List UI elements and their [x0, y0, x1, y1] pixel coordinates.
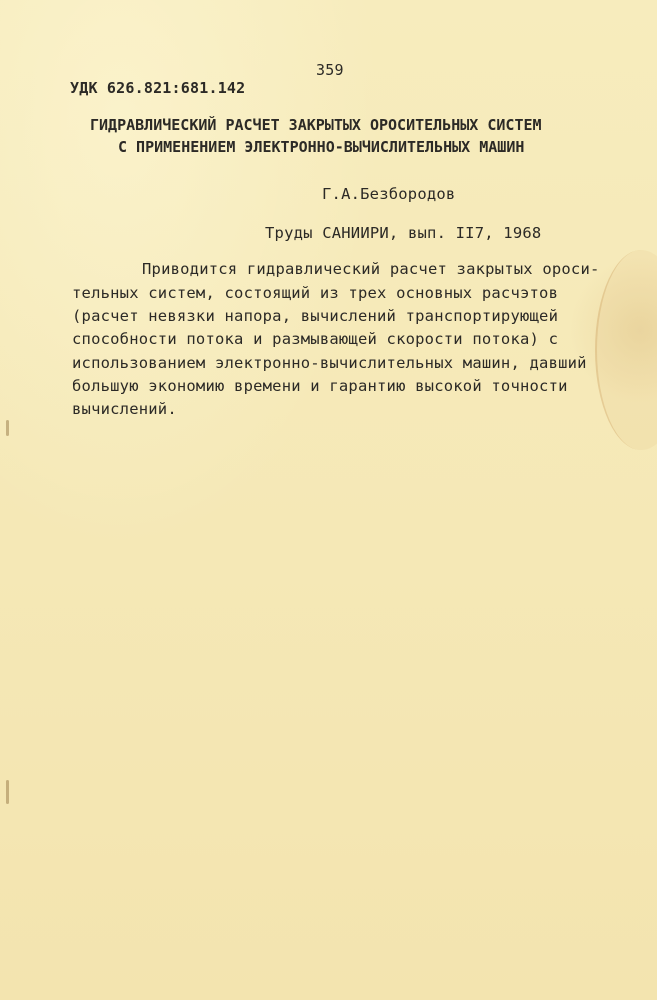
title-line-1: ГИДРАВЛИЧЕСКИЙ РАСЧЕТ ЗАКРЫТЫХ ОРОСИТЕЛЬНЫХ СИСТЕМ	[90, 116, 542, 134]
title-line-2: С ПРИМЕНЕНИЕМ ЭЛЕКТРОННО-ВЫЧИСЛИТЕЛЬНЫХ МАШИН	[118, 138, 525, 156]
paper-stain	[595, 250, 657, 450]
source-citation: Труды САНИИРИ, вып. II7, 1968	[265, 224, 542, 242]
udc-code: УДК 626.821:681.142	[70, 79, 246, 97]
abstract-line: вычислений.	[72, 400, 177, 418]
abstract-line: большую экономию времени и гарантию высокой точности	[72, 377, 568, 395]
paper-edge-mark	[6, 420, 9, 436]
author: Г.А.Безбородов	[322, 185, 456, 203]
abstract-line: использованием электронно-вычислительных машин, давший	[72, 354, 587, 372]
abstract-line: Приводится гидравлический расчет закрытых ороси-	[142, 260, 600, 278]
abstract-line: тельных систем, состоящий из трех основных расчэтов	[72, 284, 559, 302]
abstract-line: способности потока и размывающей скорости потока) с	[72, 330, 559, 348]
abstract-line: (расчет невязки напора, вычислений транспортирующей	[72, 307, 559, 325]
paper-edge-mark	[6, 780, 9, 804]
page-number: 359	[316, 61, 344, 79]
